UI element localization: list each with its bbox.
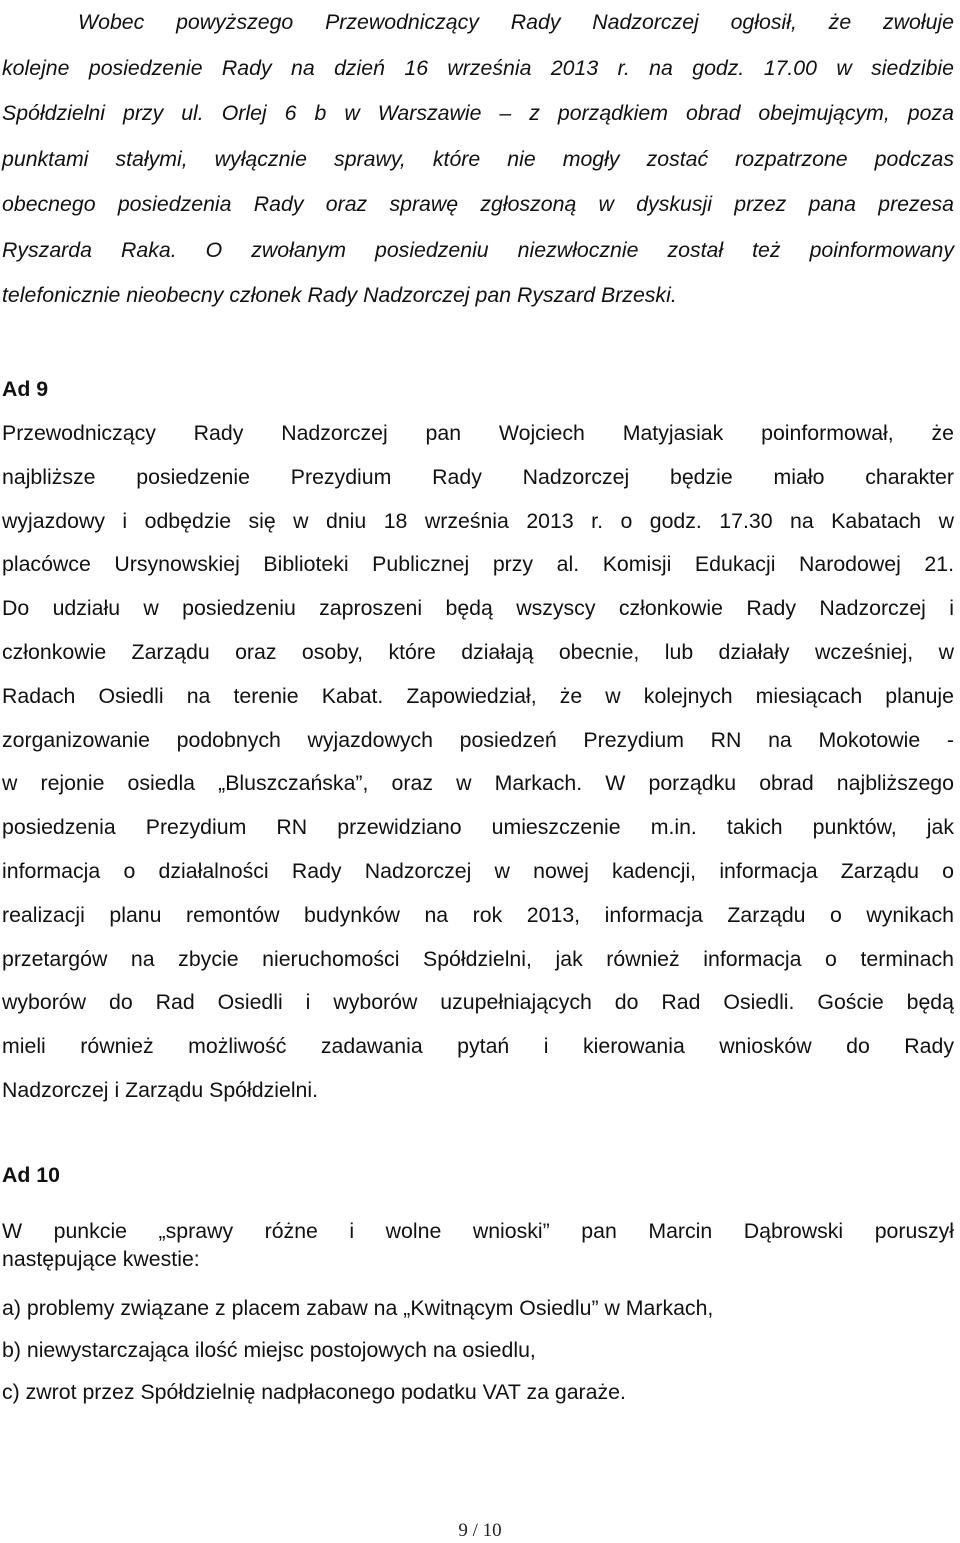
section-9-line: członkowie Zarządu oraz osoby, które działają obecnie, lub działały wcześniej, w	[2, 639, 954, 664]
section-9-line: mieli również możliwość zadawania pytań i kierowania wniosków do Rady	[2, 1034, 954, 1059]
section-9-line: Przewodniczący Rady Nadzorczej pan Wojciech Matyjasiak poinformował, że	[2, 421, 954, 445]
intro-paragraph	[2, 0, 954, 319]
section-9-line: Do udziału w posiedzeniu zaproszeni będą wszyscy członkowie Rady Nadzorczej i	[2, 596, 954, 621]
section-10-intro-line: następujące kwestie:	[2, 1247, 200, 1271]
section-9-line: przetargów na zbycie nieruchomości Spółdzielni, jak również informacja o terminach	[2, 946, 954, 971]
intro-line: Ryszarda Raka. O zwołanym posiedzeniu niezwłocznie został też poinformowany	[2, 237, 954, 262]
intro-line: Spółdzielni przy ul. Orlej 6 b w Warszawie – z porządkiem obrad obejmującym, poza	[2, 101, 954, 125]
section-9-line: Nadzorczej i Zarządu Spółdzielni.	[2, 1077, 319, 1102]
intro-line: punktami stałymi, wyłącznie sprawy, które nie mogły zostać rozpatrzone podczas	[2, 146, 954, 171]
page-number: 9 / 10	[458, 1520, 502, 1541]
section-9-line: informacja o działalności Rady Nadzorczej w nowej kadencji, informacja Zarządu o	[2, 858, 954, 883]
list-item: b) niewystarczająca ilość miejsc postojowych na osiedlu,	[2, 1338, 536, 1362]
section-9-line: posiedzenia Prezydium RN przewidziano umieszczenie m.in. takich punktów, jak	[2, 815, 954, 840]
intro-line: obecnego posiedzenia Rady oraz sprawę zgłoszoną w dyskusji przez pana prezesa	[2, 192, 954, 216]
section-9-line: w rejonie osiedla „Bluszczańska”, oraz w Markach. W porządku obrad najbliższego	[2, 771, 954, 796]
intro-line: kolejne posiedzenie Rady na dzień 16 września 2013 r. na godz. 17.00 w siedzibie	[2, 55, 954, 80]
section-9-paragraph	[2, 412, 954, 1113]
section-10-list	[2, 1287, 954, 1413]
section-9-line: zorganizowanie podobnych wyjazdowych posiedzeń Prezydium RN na Mokotowie -	[2, 727, 954, 752]
list-item: a) problemy związane z placem zabaw na „Kwitnącym Osiedlu” w Markach,	[2, 1296, 714, 1320]
section-10-intro-line: W punkcie „sprawy różne i wolne wnioski” pan Marcin Dąbrowski poruszył	[2, 1219, 954, 1243]
intro-line: telefonicznie nieobecny członek Rady Nadzorczej pan Ryszard Brzeski.	[2, 283, 677, 307]
section-9-line: realizacji planu remontów budynków na rok 2013, informacja Zarządu o wynikach	[2, 902, 954, 927]
section-heading-ad-10: Ad 10	[2, 1163, 60, 1187]
section-heading-ad-9: Ad 9	[2, 377, 49, 401]
section-9-line: placówce Ursynowskiej Biblioteki Publicznej przy al. Komisji Edukacji Narodowej 21.	[2, 552, 954, 577]
section-9-line: Radach Osiedli na terenie Kabat. Zapowiedział, że w kolejnych miesiącach planuje	[2, 683, 954, 708]
intro-line: Wobec powyższego Przewodniczący Rady Nadzorczej ogłosił, że zwołuje	[78, 10, 954, 34]
section-9-line: najbliższe posiedzenie Prezydium Rady Nadzorczej będzie miało charakter	[2, 464, 954, 489]
section-9-line: wyborów do Rad Osiedli i wyborów uzupełniających do Rad Osiedli. Goście będą	[2, 990, 954, 1015]
section-9-line: wyjazdowy i odbędzie się w dniu 18 września 2013 r. o godz. 17.30 na Kabatach w	[2, 508, 954, 533]
list-item: c) zwrot przez Spółdzielnię nadpłaconego podatku VAT za garaże.	[2, 1380, 626, 1404]
section-10-intro	[2, 1217, 954, 1273]
